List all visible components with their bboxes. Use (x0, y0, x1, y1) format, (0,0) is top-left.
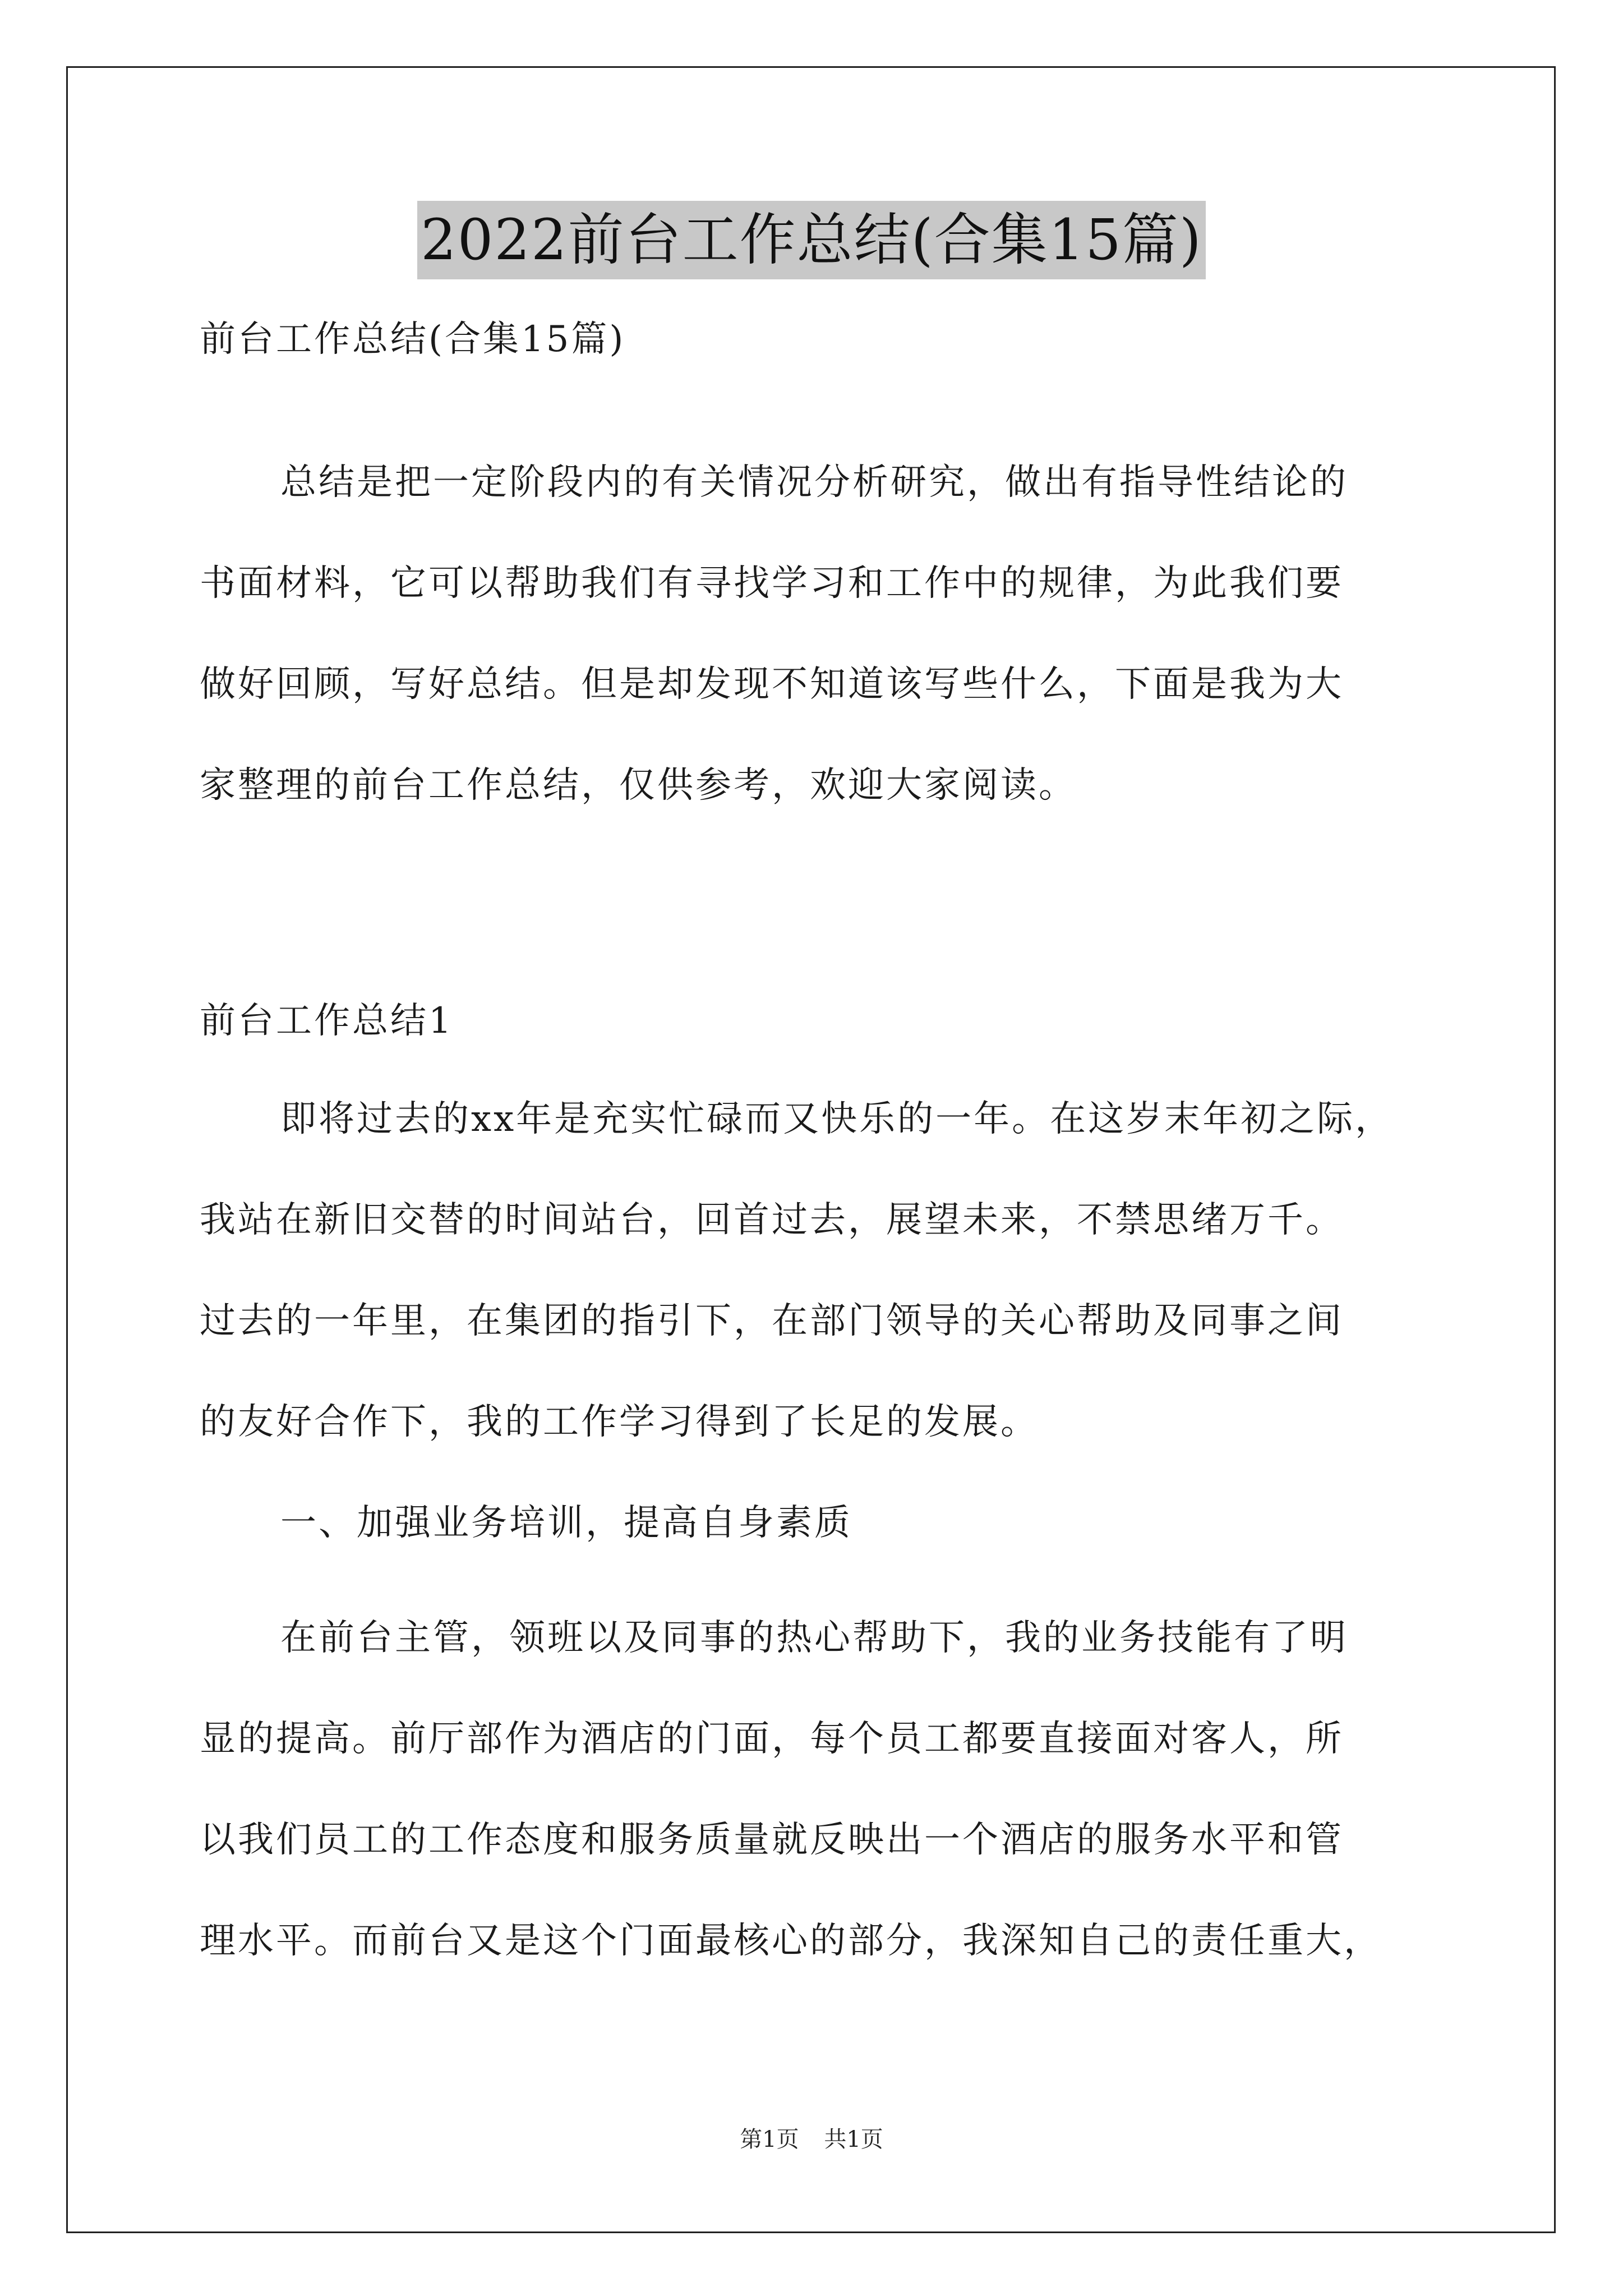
para2-line-3: 以我们员工的工作态度和服务质量就反映出一个酒店的服务水平和管 (200, 1819, 1344, 1861)
document-title: 2022前台工作总结(合集15篇) (417, 201, 1206, 279)
intro-line-2: 书面材料，它可以帮助我们有寻找学习和工作中的规律，为此我们要 (200, 563, 1344, 604)
para2-line-4: 理水平。而前台又是这个门面最核心的部分，我深知自己的责任重大， (200, 1920, 1382, 1962)
page-number-total: 共1页 (824, 2127, 883, 2152)
page-number-current: 第1页 (740, 2127, 799, 2152)
page-footer (0, 2124, 1623, 2155)
section1-line-2: 我站在新旧交替的时间站台，回首过去，展望未来，不禁思绪万千。 (200, 1199, 1344, 1241)
subheading-1: 一、加强业务培训，提高自身素质 (280, 1502, 852, 1544)
section1-line-1: 即将过去的xx年是充实忙碌而又快乐的一年。在这岁末年初之际， (280, 1098, 1394, 1140)
section-heading-1: 前台工作总结1 (200, 1000, 454, 1042)
intro-line-3: 做好回顾，写好总结。但是却发现不知道该写些什么，下面是我为大 (200, 664, 1344, 705)
page-border (66, 66, 1556, 2233)
para2-line-2: 显的提高。前厅部作为酒店的门面，每个员工都要直接面对客人，所 (200, 1718, 1344, 1760)
para2-line-1: 在前台主管，领班以及同事的热心帮助下，我的业务技能有了明 (280, 1617, 1348, 1659)
intro-line-1: 总结是把一定阶段内的有关情况分析研究，做出有指导性结论的 (280, 462, 1348, 503)
section1-line-3: 过去的一年里，在集团的指引下，在部门领导的关心帮助及同事之间 (200, 1300, 1344, 1342)
title-container (0, 201, 1623, 279)
section1-line-4: 的友好合作下，我的工作学习得到了长足的发展。 (200, 1401, 1039, 1443)
subtitle: 前台工作总结(合集15篇) (200, 319, 626, 360)
intro-line-4: 家整理的前台工作总结，仅供参考，欢迎大家阅读。 (200, 765, 1077, 806)
